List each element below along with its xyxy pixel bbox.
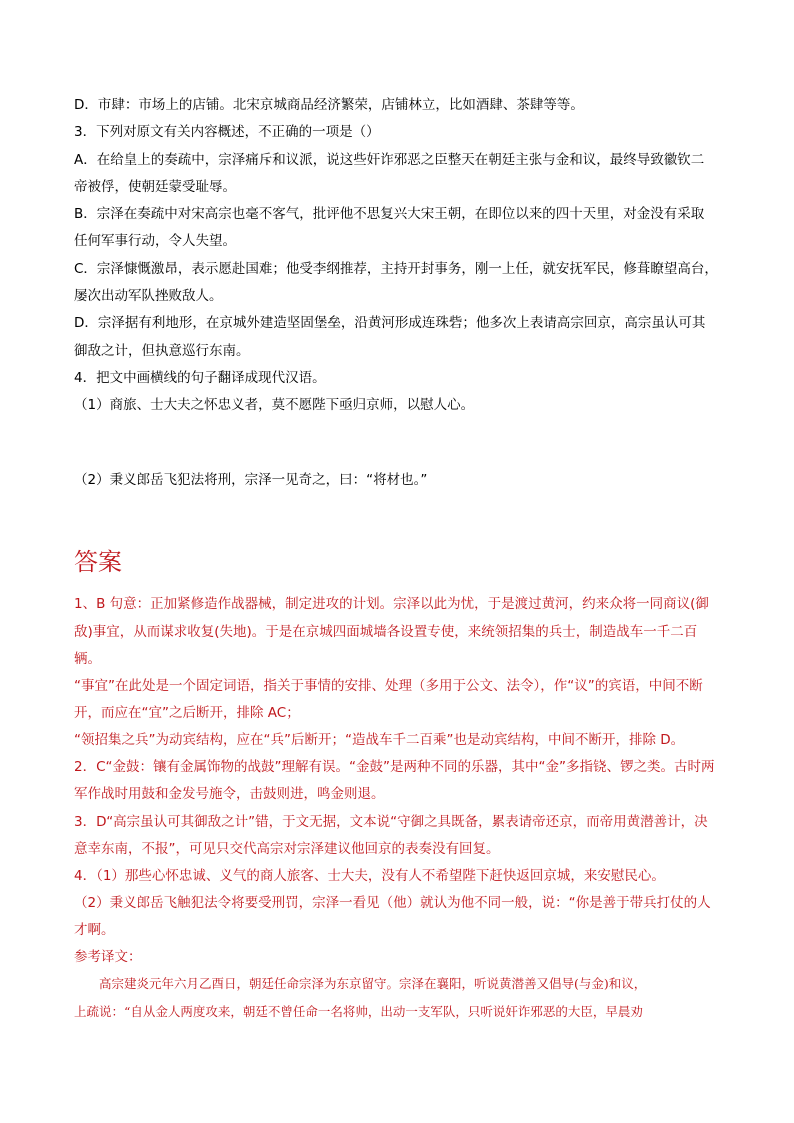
answer-4-line-3: 才啊。 xyxy=(74,922,115,938)
question-3-stem: 3．下列对原文有关内容概述，不正确的一项是（） xyxy=(74,124,380,140)
question-3-option-a: A．在给皇上的奏疏中，宗泽痛斥和议派，说这些奸诈邪恶之臣整天在朝廷主张与金和议，最终导致徽钦二 xyxy=(74,152,705,168)
answer-1-line-6: “领招集之兵”为动宾结构，应在“兵”后断开；“造战车千二百乘”也是动宾结构，中间不断开，排除 D。 xyxy=(74,732,685,748)
answer-2-line-2: 军作战时用鼓和金发号施令，击鼓则进，鸣金则退。 xyxy=(74,786,385,802)
question-4-stem: 4．把文中画横线的句子翻译成现代汉语。 xyxy=(74,370,326,386)
answer-1-line-3: 辆。 xyxy=(74,651,101,667)
question-3-option-c-cont: 屡次出动军队挫败敌人。 xyxy=(74,288,223,304)
answer-heading: 答案 xyxy=(74,548,122,576)
answer-1-line-4: “事宜”在此处是一个固定词语，指关于事情的安排、处理（多用于公文、法令），作“议”的宾语，中间不断 xyxy=(74,678,703,694)
question-3-option-a-cont: 帝被俘，使朝廷蒙受耻辱。 xyxy=(74,179,236,195)
reference-translation-label: 参考译文： xyxy=(74,949,142,965)
answer-3-line-1: 3．D“高宗虽认可其御敌之计”错，于文无据，文本说“守御之具既备，累表请帝还京，而帝用黄潜善计，决 xyxy=(74,814,708,830)
question-3-option-b: B．宗泽在奏疏中对宋高宗也毫不客气，批评他不思复兴大宋王朝，在即位以来的四十天里，对金没有采取 xyxy=(74,206,705,222)
question-3-option-c: C．宗泽慷慨激昂，表示愿赴国难；他受李纲推荐，主持开封事务，刚一上任，就安抚军民，修葺瞭望高台， xyxy=(74,261,718,277)
answer-2-line-1: 2．C“金鼓：镶有金属饰物的战鼓”理解有误。“金鼓”是两种不同的乐器，其中“金”多指铙、锣之类。古时两 xyxy=(74,759,715,775)
answer-4-line-2: （2）秉义郎岳飞触犯法令将要受刑罚，宗泽一看见（他）就认为他不同一般，说：“你是善于带兵打仗的人 xyxy=(74,895,711,911)
question-3-option-b-cont: 任何军事行动，令人失望。 xyxy=(74,233,236,249)
reference-translation-line-2: 上疏说：“自从金人两度攻来，朝廷不曾任命一名将帅，出动一支军队，只听说奸诈邪恶的大臣，早晨劝 xyxy=(74,1004,643,1019)
reference-translation-line-1: 高宗建炎元年六月乙酉日，朝廷任命宗泽为东京留守。宗泽在襄阳，听说黄潜善又倡导(与金)和议， xyxy=(74,976,647,991)
answer-1-line-5: 开，而应在“宜”之后断开，排除 AC； xyxy=(74,705,300,721)
answer-3-line-2: 意幸东南，不报”，可见只交代高宗对宗泽建议他回京的表奏没有回复。 xyxy=(74,841,500,857)
question-3-option-d: D．宗泽据有利地形，在京城外建造坚固堡垒，沿黄河形成连珠砦；他多次上表请高宗回京，高宗虽认可其 xyxy=(74,315,706,331)
question-d-option: D．市肆：市场上的店铺。北宋京城商品经济繁荣，店铺林立，比如酒肆、茶肆等等。 xyxy=(74,97,584,113)
answer-1-line-2: 敌)事宜，从而谋求收复(失地)。于是在京城四面城墙各设置专使，来统领招集的兵士，制造战车一千二百 xyxy=(74,624,698,640)
answer-1-line-1: 1、B 句意：正加紧修造作战器械，制定进攻的计划。宗泽以此为忧，于是渡过黄河，约来众将一同商议(御 xyxy=(74,596,709,612)
question-4-item-1: （1）商旅、士大夫之怀忠义者，莫不愿陛下亟归京师，以慰人心。 xyxy=(74,397,475,413)
question-4-item-2: （2）秉义郎岳飞犯法将刑，宗泽一见奇之，曰：“将材也。” xyxy=(74,472,428,488)
answer-4-line-1: 4．（1）那些心怀忠诚、义气的商人旅客、士大夫，没有人不希望陛下赶快返回京城，来安慰民心。 xyxy=(74,868,665,884)
question-3-option-d-cont: 御敌之计，但执意巡行东南。 xyxy=(74,343,250,359)
